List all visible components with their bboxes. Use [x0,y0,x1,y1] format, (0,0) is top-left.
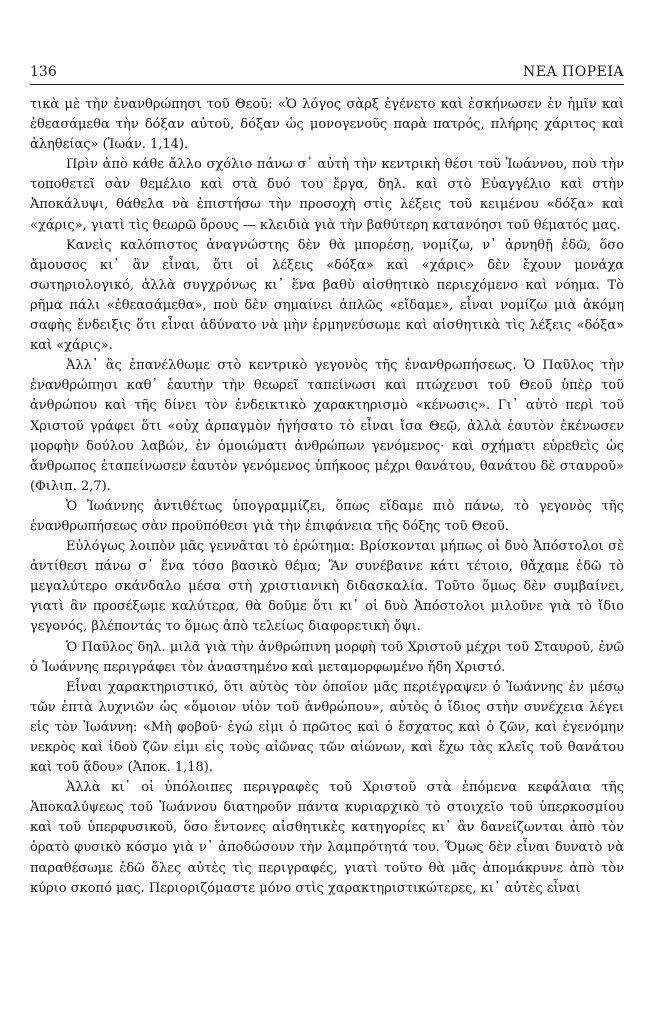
book-page [30,64,624,994]
page-number: 136 [30,64,57,80]
body-text [30,95,624,899]
paragraph: Ὁ Ἰωάννης ἀντιθέτως ὑπογραμμίζει, ὅπως εἴδαμε πιὸ πάνω, τὸ γεγονὸς τῆς ἐνανθρωπήσεως σὰν προϋπόθεσι γιὰ τὴν ἐπιφάνεια τῆς δόξης τοῦ Θεοῦ. [30,498,624,534]
running-header [30,64,624,85]
paragraph: Κανεὶς καλόπιστος ἀναγνώστης δὲν θὰ μπορέσῃ, νομίζω, ν᾽ ἀρνηθῇ ἐδῶ, ὅσο ἄμουσος κι᾽ ἂν εἶναι, ὅτι οἱ λέξεις «δόξα» καὶ «χάρις» δὲν ἔχουν μονάχα σωτηριολογικό, ἀλλὰ συγχρόνως κι᾽ ἕνα βαθὺ αἰσθητικὸ περιεχόμενο καὶ νόημα. Τὸ ρῆμα πάλι «ἐθεασάμεθα», ποὺ δὲν σημαίνει ἁπλῶς «εἴδαμε», εἶναι νομίζω μιὰ ἀκόμη σαφὴς ἔνδειξις ὅτι εἶναι ἀδύνατο νὰ μὴν ἑρμηνεύσωμε καὶ αἰσθητικὰ τὶς λέξεις «δόξα» καὶ «χάρις». [30,237,624,354]
paragraph: Πρὶν ἀπὸ κάθε ἄλλο σχόλιο πάνω σ᾽ αὐτὴ τὴν κεντρικὴ θέσι τοῦ Ἰωάννου, ποὺ τὴν τοποθετεῖ σὰν θεμέλιο καὶ στὰ δυό του ἔργα, δηλ. καὶ στὸ Εὐαγγέλιο καὶ στὴν Ἀποκάλυψι, θάθελα νὰ ἐπιστήσω τὴν προσοχὴ στὶς λέξεις τοῦ κειμένου «δόξα» καὶ «χάρις», γιατὶ τὶς θεωρῶ ὅρους — κλειδιὰ γιὰ τὴν βαθύτερη κατανόησι τοῦ θέματός μας. [30,157,624,233]
paragraph: Ἀλλὰ κι᾽ οἱ ὑπόλοιπες περιγραφὲς τοῦ Χριστοῦ στὰ ἑπόμενα κεφάλαια τῆς Ἀποκαλύψεως τοῦ Ἰωάννου διατηροῦν πάντα κυριαρχικὸ τὸ στοιχεῖο τοῦ ὑπερκοσμίου καὶ τοῦ ὑπερφυσικοῦ, ὅσο ἔντονες αἰσθητικὲς κατηγορίες κι᾽ ἂν δανείζωνται ἀπὸ τὸν ὁρατὸ φυσικὸ κόσμο γιὰ ν᾽ ἀποδώσουν τὴν λαμπρότητά του. Ὅμως δὲν εἶναι δυνατὸ νὰ παραθέσωμε ἐδῶ ὅλες αὐτὲς τὶς περιγραφές, γιατὶ τοῦτο θὰ μᾶς ἀπομάκρυνε ἀπὸ τὸν κύριο σκοπό μας. Περιοριζόμαστε μόνο στὶς χαρακτηριστικώτερες, κι᾽ αὐτὲς εἶναι [30,780,624,896]
paragraph: Εὐλόγως λοιπὸν μᾶς γεννᾶται τὸ ἐρώτημα: Βρίσκονται μήπως οἱ δυὸ Ἀπόστολοι σὲ ἀντίθεσι πάνω σ᾽ ἕνα τόσο βασικὸ θέμα; Ἂν συνέβαινε κάτι τέτοιο, θἄχαμε ἐδῶ τὸ μεγαλύτερο σκάνδαλο μέσα στὴ χριστιανικὴ διδασκαλία. Τοῦτο ὅμως δὲν συμβαίνει, γιατὶ ἂν προσέξωμε καλύτερα, θὰ δοῦμε ὅτι κι᾽ οἱ δυὸ Ἀπόστολοι μιλοῦνε γιὰ τὸ ἴδιο γεγονός, βλέποντάς το ὅμως ἀπὸ τελείως διαφορετικὴ ὄψι. [30,539,624,635]
paragraph: τικὰ μὲ τὴν ἐνανθρώπησι τοῦ Θεοῦ: «Ὁ λόγος σὰρξ ἐγένετο καὶ ἐσκήνωσεν ἐν ἡμῖν καὶ ἐθεασάμεθα τὴν δόξαν αὐτοῦ, δόξαν ὡς μονογενοῦς παρὰ πατρός, πλήρης χάριτος καὶ ἀληθείας» (Ἰωάν. 1,14). [30,97,624,153]
paragraph: Ἀλλ᾽ ἂς ἐπανέλθωμε στὸ κεντρικὸ γεγονὸς τῆς ἐνανθρωπήσεως. Ὁ Παῦλος τὴν ἐνανθρώπησι καθ᾽ ἑαυτὴν τὴν θεωρεῖ ταπείνωσι καὶ πτώχευσι τοῦ Θεοῦ ὑπὲρ τοῦ ἀνθρώπου καὶ τῆς δίνει τὸν ἐνδεικτικὸ χαρακτηρισμὸ «κένωσις». Γι᾽ αὐτὸ περὶ τοῦ Χριστοῦ γράφει ὅτι «οὐχ ἁρπαγμὸν ἡγήσατο τὸ εἶναι ἴσα Θεῷ, ἀλλὰ ἑαυτὸν ἐκένωσεν μορφὴν δούλου λαβών, ἐν ὁμοιώματι ἀνθρώπων γενόμενος· καὶ σχήματι εὑρεθεὶς ὡς ἄνθρωπος ἐταπείνωσεν ἑαυτὸν γενόμενος ὑπήκοος μέχρι θανάτου, θανάτου δὲ σταυροῦ» (Φιλιπ. 2,7). [30,358,624,494]
paragraph: Ὁ Παῦλος δηλ. μιλᾶ γιὰ τὴν ἀνθρώπινη μορφὴ τοῦ Χριστοῦ μέχρι τοῦ Σταυροῦ, ἐνῶ ὁ Ἰωάννης περιγράφει τὸν ἀναστημένο καὶ μεταμορφωμένο ἤδη Χριστό. [30,639,624,675]
running-title: ΝΕΑ ΠΟΡΕΙΑ [523,64,624,80]
paragraph: Εἶναι χαρακτηριστικό, ὅτι αὐτὸς τὸν ὁποῖον μᾶς περιέγραψεν ὁ Ἰωάννης ἐν μέσῳ τῶν ἑπτὰ λυχνιῶν ὡς «ὅμοιον υἱὸν τοῦ ἀνθρώπου», αὐτὸς ὁ ἴδιος στὴν συνέχεια λέγει εἰς τὸν Ἰωάννη: «Μὴ φοβοῦ· ἐγώ εἰμι ὁ πρῶτος καὶ ὁ ἔσχατος καὶ ὁ ζῶν, καὶ ἐγενόμην νεκρὸς καὶ ἰδοὺ ζῶν εἰμι εἰς τοὺς αἰῶνας τῶν αἰώνων, καὶ ἔχω τὰς κλεῖς τοῦ θανάτου καὶ τοῦ ᾅδου» (Ἀποκ. 1,18). [30,679,624,776]
